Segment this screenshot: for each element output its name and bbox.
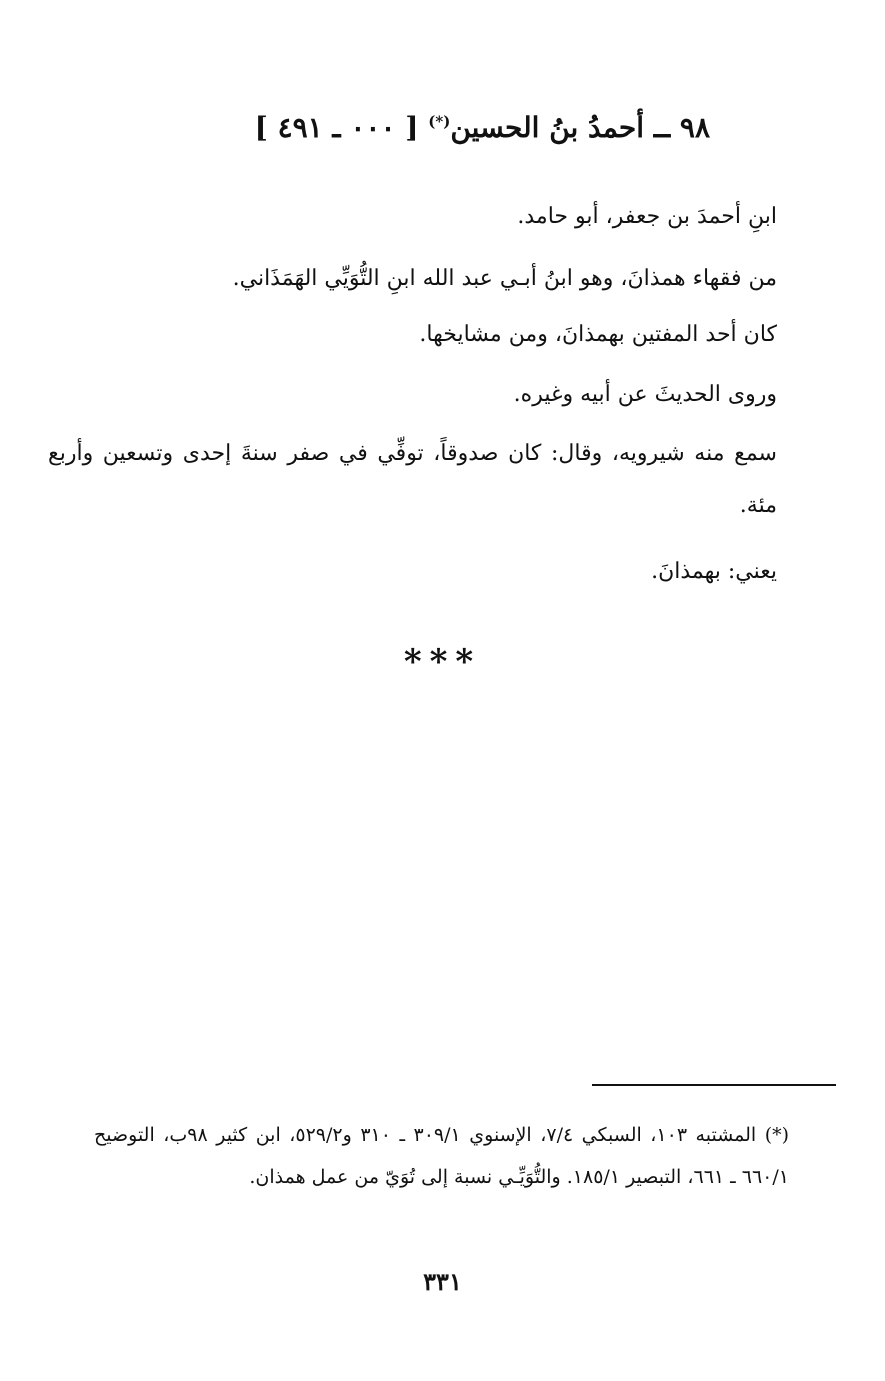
- body-line-3: كان أحد المفتين بهمذانَ، ومن مشايخها.: [419, 322, 777, 347]
- body-line-1: ابنِ أحمدَ بن جعفر، أبو حامد.: [517, 204, 777, 229]
- footnote-divider: [592, 1084, 836, 1086]
- page-number: ٣٣١: [423, 1267, 462, 1296]
- footnote: (*) المشتبه ١٠٣، السبكي ٧/٤، الإسنوي ٣٠٩/١ ـ ٣١٠ و٥٢٩/٢، ابن كثير ٩٨ب، التوضيح ٦٦٠/١ ـ ٦٦١، التبصير ١٨٥/١. والتُّوَيِّـي نسبة إلى تُوَيّ من عمل همذان.: [94, 1124, 790, 1188]
- footnote-marker: (*): [428, 112, 451, 131]
- body-closing-line: يعني: بهمذانَ.: [651, 559, 777, 584]
- body-line-4: وروى الحديثَ عن أبيه وغيره.: [513, 382, 777, 407]
- body-line-2: من فقهاء همذانَ، وهو ابنُ أبـي عبد الله ابنِ التُّوَيِّي الهَمَذَاني.: [232, 266, 777, 291]
- entry-title: ٩٨ ــ أحمدُ بنُ الحسين: [450, 111, 710, 144]
- entry-dates: [ ٠٠٠ ـ ٤٩١ ]: [254, 111, 429, 144]
- section-separator: ***: [403, 642, 482, 682]
- body-paragraph: سمع منه شيرويه، وقال: كان صدوقاً، توفِّي في صفر سنةَ إحدى وتسعين وأربع مئة.: [48, 441, 777, 518]
- entry-heading: [190, 103, 710, 153]
